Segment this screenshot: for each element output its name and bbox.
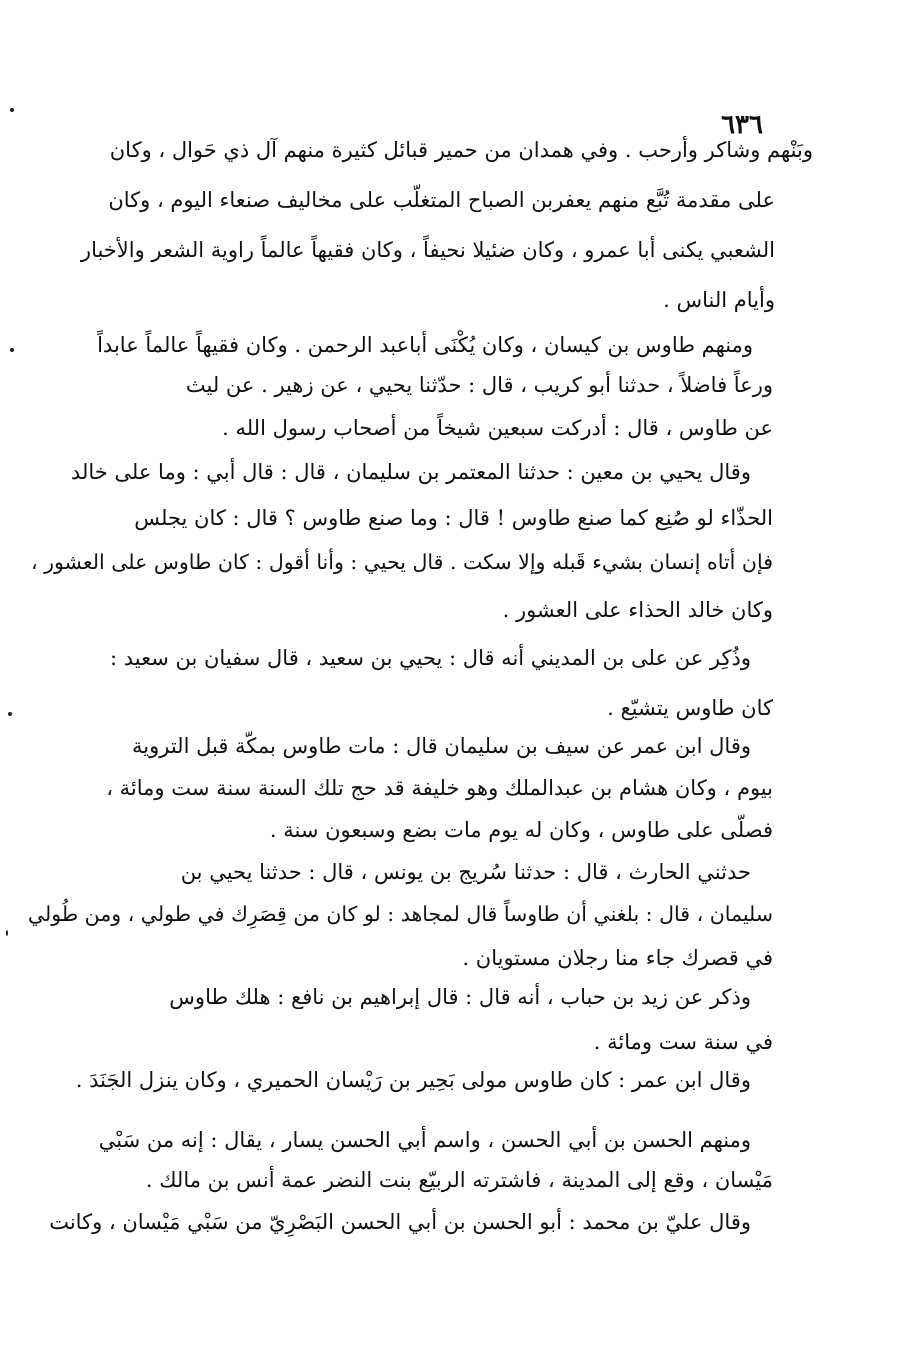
text-line: وبَنْهم وشاكر وأرحب . وفي همدان من حمير قبائل كثيرة منهم آل ذي حَوال ، وكان (109, 138, 813, 162)
text-line: عن طاوس ، قال : أدركت سبعين شيخاً من أصحاب رسول الله . (222, 416, 773, 440)
text-line: وقال ابن عمر : كان طاوس مولى بَحِير بن رَيْسان الحميري ، وكان ينزل الجَنَدَ . (75, 1068, 751, 1092)
text-line: الحذّاء لو صُنِع كما صنع طاوس ! قال : وما صنع طاوس ؟ قال : كان يجلس (134, 506, 773, 530)
text-line: وأيام الناس . (663, 288, 775, 312)
margin-mark (10, 108, 14, 112)
text-line: وقال يحيي بن معين : حدثنا المعتمر بن سليمان ، قال : قال أبي : وما على خالد (70, 460, 751, 484)
text-line: الشعبي يكنى أبا عمرو ، وكان ضئيلا نحيفاً ، وكان فقيهاً عالماً راوية الشعر والأخبار (80, 238, 775, 262)
margin-mark (6, 930, 8, 936)
text-line: على مقدمة تُبَّع منهم يعفربن الصباح المتغلّب على مخاليف صنعاء اليوم ، وكان (108, 188, 775, 212)
text-line: بيوم ، وكان هشام بن عبدالملك وهو خليفة قد حج تلك السنة سنة ست ومائة ، (106, 776, 773, 800)
text-line: وقال عليّ بن محمد : أبو الحسن بن أبي الحسن البَصْرِيّ من سَبْي مَيْسان ، وكانت (49, 1210, 751, 1234)
text-line: في سنة ست ومائة . (593, 1030, 773, 1054)
text-line: وقال ابن عمر عن سيف بن سليمان قال : مات طاوس بمكّة قبل التروية (132, 734, 751, 758)
text-line: مَيْسان ، وقع إلى المدينة ، فاشترته الربيّع بنت النضر عمة أنس بن مالك . (145, 1168, 773, 1192)
text-line: وذكر عن زيد بن حباب ، أنه قال : قال إبراهيم بن نافع : هلك طاوس (169, 985, 751, 1009)
margin-mark (10, 348, 14, 352)
text-line: وكان خالد الحذاء على العشور . (502, 598, 773, 622)
text-line: حدثني الحارث ، قال : حدثنا سُريج بن يونس ، قال : حدثنا يحيي بن (180, 860, 751, 884)
text-line: ومنهم طاوس بن كيسان ، وكان يُكْنَى أباعبد الرحمن . وكان فقيهاً عالماً عابداً (97, 333, 753, 357)
text-line: وذُكِر عن على بن المديني أنه قال : يحيي بن سعيد ، قال سفيان بن سعيد : (109, 646, 751, 670)
text-line: كان طاوس يتشيّع . (607, 696, 773, 720)
margin-mark (8, 712, 12, 716)
text-line: فإن أتاه إنسان بشيء قَبله وإلا سكت . قال يحيي : وأنا أقول : كان طاوس على العشور ، (30, 550, 773, 574)
text-line: سليمان ، قال : بلغني أن طاوساً قال لمجاهد : لو كان من قِصَرِك في طولي ، ومن طُولي (27, 902, 773, 926)
text-line: ومنهم الحسن بن أبي الحسن ، واسم أبي الحسن يسار ، يقال : إنه من سَبْي (98, 1128, 751, 1152)
page-number: ٦٣٦ (721, 110, 763, 140)
text-line: فصلّى على طاوس ، وكان له يوم مات بضع وسبعون سنة . (269, 818, 773, 842)
text-line: ورعاً فاضلاً ، حدثنا أبو كريب ، قال : حدّثنا يحيي ، عن زهير . عن ليث (185, 373, 773, 397)
text-line: في قصرك جاء منا رجلان مستويان . (462, 946, 773, 970)
